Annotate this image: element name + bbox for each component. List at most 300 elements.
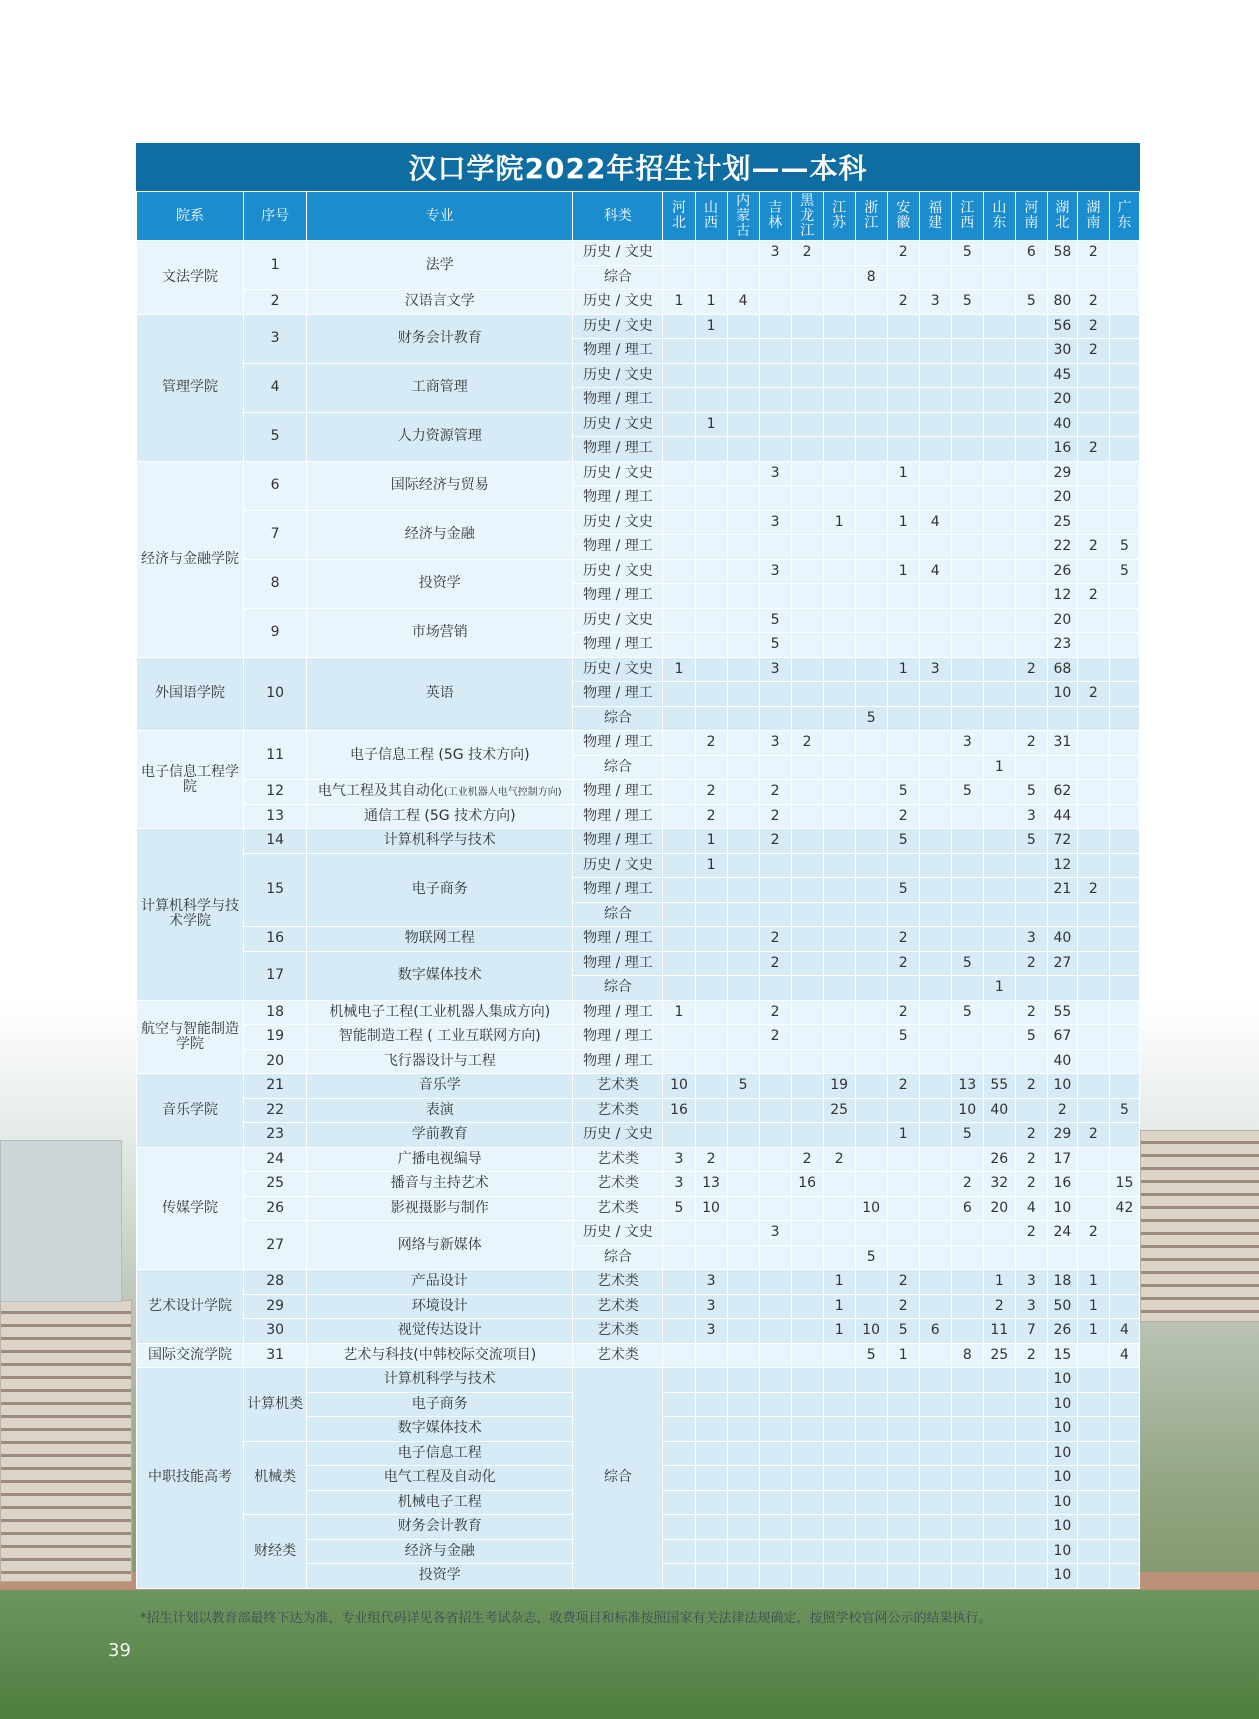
quota-cell (951, 706, 983, 731)
table-row (137, 731, 1140, 756)
quota-cell (983, 388, 1015, 413)
quota-cell: 10 (1047, 1196, 1077, 1221)
header-province-char: 河 (672, 200, 686, 216)
quota-cell (823, 1000, 855, 1025)
quota-cell (1109, 608, 1139, 633)
quota-cell (791, 853, 823, 878)
quota-cell (663, 902, 695, 927)
quota-cell (983, 1515, 1015, 1540)
quota-cell (663, 927, 695, 952)
quota-cell (791, 878, 823, 903)
quota-cell (951, 804, 983, 829)
quota-cell (695, 1025, 727, 1050)
quota-cell (727, 633, 759, 658)
quota-cell (727, 1245, 759, 1270)
quota-cell: 12 (1047, 584, 1077, 609)
quota-cell (919, 339, 951, 364)
quota-cell (823, 535, 855, 560)
quota-cell: 12 (1047, 853, 1077, 878)
quota-cell (855, 363, 887, 388)
quota-cell (727, 1441, 759, 1466)
header-province (983, 192, 1015, 241)
quota-cell: 25 (983, 1343, 1015, 1368)
quota-cell (791, 755, 823, 780)
table-row (137, 1270, 1140, 1295)
quota-cell (1015, 265, 1047, 290)
number-cell: 25 (244, 1172, 307, 1197)
quota-cell (663, 1417, 695, 1442)
quota-cell (663, 1294, 695, 1319)
quota-cell (951, 363, 983, 388)
quota-cell (727, 1000, 759, 1025)
quota-cell (791, 388, 823, 413)
quota-cell (695, 1245, 727, 1270)
table-row (137, 241, 1140, 266)
quota-cell: 5 (887, 1025, 919, 1050)
quota-cell (759, 1098, 791, 1123)
header-province-char: 东 (1117, 215, 1132, 231)
header-province-char: 吉 (768, 200, 783, 216)
quota-cell (983, 1417, 1015, 1442)
header-major: 专业 (307, 192, 573, 241)
major-cell: 艺术与科技(中韩校际交流项目) (307, 1343, 573, 1368)
quota-cell: 3 (951, 731, 983, 756)
subject-cell: 物理 / 理工 (573, 1000, 663, 1025)
quota-cell (1077, 1245, 1109, 1270)
subject-cell: 物理 / 理工 (573, 927, 663, 952)
quota-cell (759, 1245, 791, 1270)
quota-cell (695, 1539, 727, 1564)
quota-cell (983, 584, 1015, 609)
quota-cell (855, 584, 887, 609)
quota-cell: 56 (1047, 314, 1077, 339)
quota-cell (1077, 1025, 1109, 1050)
quota-cell (887, 1098, 919, 1123)
table-row (137, 363, 1140, 388)
quota-cell (695, 755, 727, 780)
quota-cell (951, 559, 983, 584)
quota-cell: 5 (1015, 1025, 1047, 1050)
quota-cell (727, 780, 759, 805)
quota-cell: 2 (759, 780, 791, 805)
quota-cell (855, 388, 887, 413)
quota-cell: 1 (823, 1319, 855, 1344)
quota-cell: 7 (1015, 1319, 1047, 1344)
quota-cell: 2 (1077, 584, 1109, 609)
subject-cell: 历史 / 文史 (573, 559, 663, 584)
quota-cell (1077, 363, 1109, 388)
quota-cell: 3 (759, 461, 791, 486)
quota-cell (855, 902, 887, 927)
quota-cell: 4 (1015, 1196, 1047, 1221)
quota-cell (1015, 1490, 1047, 1515)
quota-cell (663, 584, 695, 609)
quota-cell (887, 1490, 919, 1515)
quota-cell (791, 535, 823, 560)
subject-cell: 综合 (573, 755, 663, 780)
quota-cell (823, 1368, 855, 1393)
quota-cell (983, 731, 1015, 756)
quota-cell (1109, 1245, 1139, 1270)
quota-cell (823, 265, 855, 290)
quota-cell (823, 902, 855, 927)
quota-cell (759, 706, 791, 731)
header-province (1077, 192, 1109, 241)
quota-cell (887, 1196, 919, 1221)
quota-cell (1015, 535, 1047, 560)
quota-cell: 42 (1109, 1196, 1139, 1221)
quota-cell (1077, 780, 1109, 805)
major-name: 电气工程及其自动化 (317, 782, 444, 799)
quota-cell (1015, 486, 1047, 511)
quota-cell: 2 (1077, 535, 1109, 560)
quota-cell (919, 853, 951, 878)
quota-cell (983, 1441, 1015, 1466)
quota-cell (983, 951, 1015, 976)
quota-cell (855, 657, 887, 682)
quota-cell (663, 363, 695, 388)
quota-cell (663, 1343, 695, 1368)
quota-cell (759, 535, 791, 560)
quota-cell: 3 (1015, 1294, 1047, 1319)
table-row (137, 1074, 1140, 1099)
quota-cell (727, 1392, 759, 1417)
quota-cell (1077, 1172, 1109, 1197)
quota-cell (1015, 1564, 1047, 1589)
quota-cell (919, 437, 951, 462)
quota-cell (791, 608, 823, 633)
quota-cell: 2 (759, 1025, 791, 1050)
quota-cell: 1 (887, 1123, 919, 1148)
number-cell: 20 (244, 1049, 307, 1074)
quota-cell (1109, 510, 1139, 535)
quota-cell: 5 (887, 878, 919, 903)
quota-cell (727, 1270, 759, 1295)
number-cell: 14 (244, 829, 307, 854)
quota-cell (1109, 780, 1139, 805)
quota-cell: 5 (855, 1343, 887, 1368)
quota-cell: 16 (663, 1098, 695, 1123)
quota-cell (855, 339, 887, 364)
quota-cell (919, 1294, 951, 1319)
table-row (137, 1098, 1140, 1123)
quota-cell: 50 (1047, 1294, 1077, 1319)
subject-cell: 艺术类 (573, 1098, 663, 1123)
quota-cell (759, 1466, 791, 1491)
quota-cell (823, 290, 855, 315)
quota-cell: 17 (1047, 1147, 1077, 1172)
quota-cell (1109, 1025, 1139, 1050)
quota-cell (919, 1147, 951, 1172)
quota-cell (919, 682, 951, 707)
quota-cell (823, 1539, 855, 1564)
quota-cell (1015, 902, 1047, 927)
header-province-char: 河 (1024, 200, 1039, 216)
quota-cell (855, 608, 887, 633)
quota-cell (983, 608, 1015, 633)
quota-cell (887, 902, 919, 927)
quota-cell (887, 706, 919, 731)
quota-cell (983, 829, 1015, 854)
number-cell: 17 (244, 951, 307, 1000)
quota-cell (855, 951, 887, 976)
quota-cell (823, 951, 855, 976)
quota-cell: 1 (823, 510, 855, 535)
quota-cell (951, 927, 983, 952)
header-province (887, 192, 919, 241)
quota-cell (1077, 927, 1109, 952)
quota-cell (887, 363, 919, 388)
subject-cell: 物理 / 理工 (573, 339, 663, 364)
major-cell: 市场营销 (307, 608, 573, 657)
quota-cell: 10 (1047, 1539, 1077, 1564)
quota-cell (695, 241, 727, 266)
quota-cell (1109, 902, 1139, 927)
quota-cell (823, 927, 855, 952)
table-row (137, 1294, 1140, 1319)
quota-cell (951, 584, 983, 609)
quota-cell: 29 (1047, 1123, 1077, 1148)
quota-cell (823, 633, 855, 658)
quota-cell (919, 976, 951, 1001)
subject-cell: 艺术类 (573, 1074, 663, 1099)
quota-cell (855, 1490, 887, 1515)
quota-cell: 20 (1047, 388, 1077, 413)
quota-cell (759, 339, 791, 364)
college-cell: 国际交流学院 (137, 1343, 244, 1368)
subject-cell: 艺术类 (573, 1294, 663, 1319)
number-cell: 18 (244, 1000, 307, 1025)
quota-cell (1109, 976, 1139, 1001)
quota-cell (951, 608, 983, 633)
quota-cell (695, 559, 727, 584)
quota-cell (919, 608, 951, 633)
quota-cell (791, 1319, 823, 1344)
quota-cell (823, 1196, 855, 1221)
header-province-char: 湖 (1055, 200, 1070, 216)
quota-cell: 1 (695, 853, 727, 878)
quota-cell (919, 363, 951, 388)
quota-cell (663, 976, 695, 1001)
quota-cell: 4 (1109, 1319, 1139, 1344)
quota-cell: 5 (951, 780, 983, 805)
table-row (137, 927, 1140, 952)
quota-cell: 2 (887, 290, 919, 315)
quota-cell (663, 1441, 695, 1466)
quota-cell (1109, 927, 1139, 952)
quota-cell (983, 510, 1015, 535)
quota-cell (791, 363, 823, 388)
quota-cell (855, 853, 887, 878)
quota-cell: 5 (855, 706, 887, 731)
header-province (791, 192, 823, 241)
major-cell: 飞行器设计与工程 (307, 1049, 573, 1074)
quota-cell (1015, 1392, 1047, 1417)
quota-cell (887, 1417, 919, 1442)
quota-cell (919, 1245, 951, 1270)
quota-cell (951, 633, 983, 658)
table-row (137, 829, 1140, 854)
quota-cell (759, 976, 791, 1001)
quota-cell: 32 (983, 1172, 1015, 1197)
quota-cell (1109, 1147, 1139, 1172)
quota-cell: 5 (1015, 290, 1047, 315)
quota-cell (695, 657, 727, 682)
quota-cell (727, 976, 759, 1001)
table-row (137, 412, 1140, 437)
quota-cell (951, 976, 983, 1001)
quota-cell (855, 976, 887, 1001)
quota-cell (1077, 388, 1109, 413)
quota-cell: 5 (1109, 1098, 1139, 1123)
number-cell: 8 (244, 559, 307, 608)
quota-cell: 40 (1047, 412, 1077, 437)
quota-cell (1109, 461, 1139, 486)
quota-cell (1109, 804, 1139, 829)
number-cell: 9 (244, 608, 307, 657)
quota-cell (855, 1368, 887, 1393)
quota-cell (727, 1564, 759, 1589)
subject-cell: 艺术类 (573, 1196, 663, 1221)
number-cell: 22 (244, 1098, 307, 1123)
quota-cell (951, 1564, 983, 1589)
quota-cell (1109, 1049, 1139, 1074)
quota-cell (951, 1515, 983, 1540)
quota-cell (727, 339, 759, 364)
quota-cell: 30 (1047, 339, 1077, 364)
table-row (137, 780, 1140, 805)
quota-cell: 68 (1047, 657, 1077, 682)
quota-cell (663, 682, 695, 707)
quota-cell (1077, 1343, 1109, 1368)
quota-cell (1015, 1515, 1047, 1540)
quota-cell (983, 486, 1015, 511)
quota-cell (695, 1049, 727, 1074)
quota-cell (887, 755, 919, 780)
header-province (695, 192, 727, 241)
number-cell: 11 (244, 731, 307, 780)
quota-cell (855, 731, 887, 756)
quota-cell (695, 1221, 727, 1246)
quota-cell: 55 (983, 1074, 1015, 1099)
quota-cell: 2 (791, 241, 823, 266)
quota-cell (919, 927, 951, 952)
subject-cell: 历史 / 文史 (573, 1221, 663, 1246)
number-cell: 30 (244, 1319, 307, 1344)
number-cell: 19 (244, 1025, 307, 1050)
quota-cell (919, 1466, 951, 1491)
quota-cell (823, 314, 855, 339)
quota-cell (727, 535, 759, 560)
header-province-char: 林 (768, 215, 783, 231)
quota-cell (919, 878, 951, 903)
quota-cell (887, 633, 919, 658)
header-province-char: 苏 (832, 215, 847, 231)
quota-cell (759, 1319, 791, 1344)
quota-cell (983, 535, 1015, 560)
subject-cell: 物理 / 理工 (573, 878, 663, 903)
quota-cell (887, 1539, 919, 1564)
header-province-char: 北 (672, 215, 686, 231)
subject-cell: 历史 / 文史 (573, 363, 663, 388)
quota-cell (695, 510, 727, 535)
quota-cell (695, 584, 727, 609)
quota-cell: 2 (759, 951, 791, 976)
quota-cell (1109, 388, 1139, 413)
quota-cell (855, 878, 887, 903)
quota-cell (791, 1417, 823, 1442)
quota-cell (855, 804, 887, 829)
header-province-char: 龙 (800, 207, 815, 224)
subject-cell: 物理 / 理工 (573, 829, 663, 854)
college-cell: 中职技能高考 (137, 1368, 244, 1589)
quota-cell: 31 (1047, 731, 1077, 756)
quota-cell: 23 (1047, 633, 1077, 658)
quota-cell (791, 1196, 823, 1221)
quota-cell: 5 (887, 829, 919, 854)
table-title: 汉口学院2022年招生计划——本科 (136, 143, 1140, 191)
quota-cell (663, 559, 695, 584)
quota-cell (695, 1490, 727, 1515)
quota-cell (1109, 853, 1139, 878)
quota-cell (855, 1098, 887, 1123)
college-cell: 音乐学院 (137, 1074, 244, 1148)
quota-cell (1109, 265, 1139, 290)
quota-cell (823, 1221, 855, 1246)
header-province (1015, 192, 1047, 241)
quota-cell (1109, 1515, 1139, 1540)
quota-cell: 10 (1047, 1441, 1077, 1466)
quota-cell (823, 1172, 855, 1197)
quota-cell (759, 902, 791, 927)
quota-cell: 1 (887, 657, 919, 682)
subject-cell: 历史 / 文史 (573, 461, 663, 486)
quota-cell (1047, 755, 1077, 780)
subject-cell: 物理 / 理工 (573, 731, 663, 756)
quota-cell (919, 265, 951, 290)
quota-cell: 6 (1015, 241, 1047, 266)
major-note: (工业机器人电气控制方向) (443, 786, 562, 798)
quota-cell (855, 1539, 887, 1564)
subject-cell: 历史 / 文史 (573, 314, 663, 339)
quota-cell (791, 1539, 823, 1564)
subject-cell: 物理 / 理工 (573, 682, 663, 707)
table-row (137, 461, 1140, 486)
quota-cell (663, 437, 695, 462)
quota-cell (791, 706, 823, 731)
major-cell: 网络与新媒体 (307, 1221, 573, 1270)
quota-cell (951, 1221, 983, 1246)
quota-cell: 2 (1015, 657, 1047, 682)
quota-cell (1015, 1539, 1047, 1564)
quota-cell (855, 412, 887, 437)
quota-cell (951, 1392, 983, 1417)
number-cell: 29 (244, 1294, 307, 1319)
quota-cell: 6 (951, 1196, 983, 1221)
quota-cell (919, 1441, 951, 1466)
quota-cell (919, 1025, 951, 1050)
quota-cell (1077, 1074, 1109, 1099)
quota-cell (855, 1441, 887, 1466)
quota-cell (983, 902, 1015, 927)
quota-cell (919, 633, 951, 658)
major-cell: 广播电视编导 (307, 1147, 573, 1172)
quota-cell (727, 1196, 759, 1221)
quota-cell (951, 265, 983, 290)
quota-cell (887, 339, 919, 364)
quota-cell (663, 314, 695, 339)
quota-cell (727, 755, 759, 780)
